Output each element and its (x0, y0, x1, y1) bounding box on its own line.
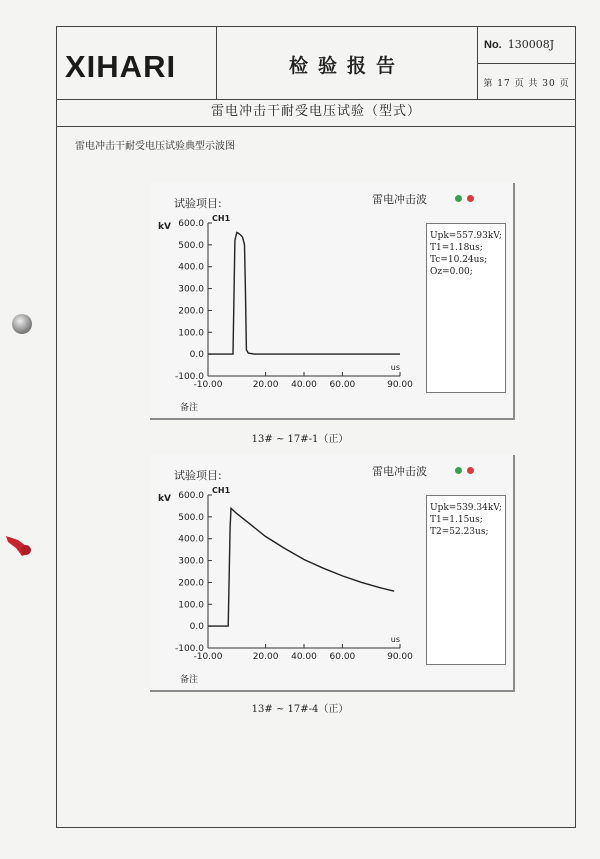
remark-label: 备注 (180, 675, 199, 685)
y-tick-label: 0.0 (189, 622, 204, 633)
measurement-params-2 (426, 495, 506, 665)
param-line: Upk=539.34kV; (430, 503, 502, 513)
red-led-icon (467, 195, 474, 202)
y-tick-label: 400.0 (178, 262, 204, 273)
y-tick-label: 200.0 (178, 578, 204, 589)
y-tick-label: 500.0 (178, 512, 204, 523)
x-tick-label: 40.00 (291, 380, 317, 390)
measurement-params-1 (426, 223, 506, 393)
waveform-chart-2 (150, 483, 428, 673)
y-tick-label: 0.0 (189, 350, 204, 361)
x-tick-label: 90.00 (387, 652, 413, 662)
y-tick-label: 300.0 (178, 556, 204, 567)
test-item-label: 试验项目: (174, 469, 222, 482)
report-header (57, 27, 575, 100)
binder-hole (12, 314, 32, 334)
x-tick-label: -10.00 (193, 380, 223, 390)
page-info: 第 17 页 共 30 页 (483, 79, 570, 89)
y-tick-label: -100.0 (174, 372, 204, 382)
y-tick-label: -100.0 (174, 644, 204, 654)
section-title: 雷电冲击干耐受电压试验（型式） (57, 100, 575, 127)
y-tick-label: 300.0 (178, 284, 204, 295)
waveform-chart-1 (150, 211, 428, 401)
caption-1: 13# ~ 17#-1（正） (251, 434, 349, 445)
oscillogram-panel-1 (150, 183, 515, 420)
red-clip-mark (4, 530, 34, 558)
page-info-cell (478, 64, 575, 99)
channel-label: CH1 (212, 214, 231, 223)
x-tick-label: 60.00 (329, 652, 356, 662)
param-line: T1=1.18us; (430, 243, 483, 253)
figure-subtitle: 雷电冲击干耐受电压试验典型示波图 (75, 141, 235, 152)
y-tick-label: 600.0 (178, 219, 204, 229)
y-tick-label: 100.0 (178, 328, 204, 339)
x-tick-label: 60.00 (329, 380, 356, 390)
report-number-cell (478, 27, 575, 64)
report-number-text (484, 38, 554, 51)
company-logo: XIHARI (65, 49, 177, 84)
param-line: Oz=0.00; (430, 267, 473, 277)
report-number: 130008J (507, 38, 555, 51)
test-item-label: 试验项目: (174, 197, 222, 210)
green-led-icon (455, 195, 462, 202)
logo-cell (57, 27, 217, 99)
y-tick-label: 400.0 (178, 534, 204, 545)
y-tick-label: 100.0 (178, 600, 204, 611)
report-number-label: No. (484, 39, 502, 51)
wave-title: 雷电冲击波 (372, 193, 427, 206)
oscillogram-panel-2 (150, 455, 515, 692)
caption-2: 13# ~ 17#-4（正） (251, 704, 349, 715)
waveform-series-line (208, 508, 394, 626)
x-tick-label: 90.00 (387, 380, 413, 390)
x-tick-label: -10.00 (193, 652, 223, 662)
x-tick-label: 20.00 (252, 380, 279, 390)
param-line: Upk=557.93kV; (430, 231, 502, 241)
x-unit-label: us (390, 363, 400, 372)
waveform-series-line (208, 232, 400, 354)
y-tick-label: 500.0 (178, 240, 204, 251)
y-tick-label: 600.0 (178, 491, 204, 501)
y-tick-label: 200.0 (178, 306, 204, 317)
channel-label: CH1 (212, 486, 231, 495)
red-led-icon (467, 467, 474, 474)
title-cell (217, 27, 478, 99)
green-led-icon (455, 467, 462, 474)
wave-title: 雷电冲击波 (372, 465, 427, 478)
remark-label: 备注 (180, 403, 199, 413)
x-tick-label: 40.00 (291, 652, 317, 662)
x-tick-label: 20.00 (252, 652, 279, 662)
x-unit-label: us (390, 635, 400, 644)
report-title: 检验报告 (288, 55, 405, 77)
param-line: T2=52.23us; (430, 527, 489, 537)
y-unit-label: kV (158, 494, 171, 504)
param-line: T1=1.15us; (430, 515, 483, 525)
y-unit-label: kV (158, 222, 171, 232)
param-line: Tc=10.24us; (430, 255, 488, 265)
